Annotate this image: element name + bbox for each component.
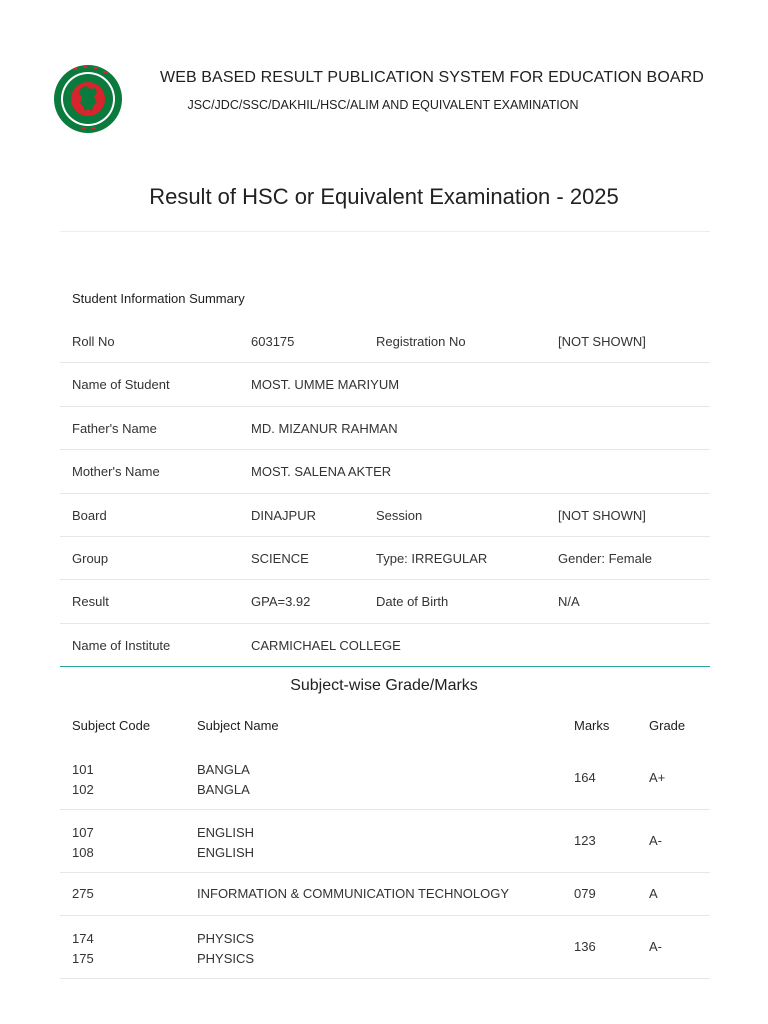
summary-row [60,450,710,493]
column-header: Subject Code [72,718,151,733]
summary-row [60,407,710,450]
header-subtitle: JSC/JDC/SSC/DAKHIL/HSC/ALIM AND EQUIVALENT EXAMINATION [187,98,579,112]
subject-name: BANGLA [197,782,250,797]
summary-row [60,320,710,363]
column-header: Grade [649,718,686,733]
title-divider [60,231,710,232]
subject-grade: A- [649,833,662,848]
summary-row [60,537,710,580]
subject-marks: 079 [574,886,596,901]
page-title: Result of HSC or Equivalent Examination - 2025 [149,184,619,209]
summary-value: GPA=3.92 [251,594,311,610]
summary-row [60,494,710,537]
subject-marks: 164 [574,770,596,785]
subject-name: PHYSICS [197,931,255,946]
summary-label: Father's Name [72,420,157,436]
summary-value: N/A [558,594,580,610]
subject-code: 102 [72,782,94,797]
summary-label: Board [72,507,107,523]
subject-grade: A+ [649,770,666,785]
subject-code: 107 [72,825,94,840]
subject-code: 101 [72,762,94,777]
summary-value: 603175 [251,334,295,349]
subject-grades-table [60,705,710,979]
subject-grade: A [649,886,658,901]
student-summary-table [60,278,710,667]
subject-name: ENGLISH [197,825,255,840]
summary-value: MOST. SALENA AKTER [251,464,392,480]
summary-value: [NOT SHOWN] [558,507,646,523]
subject-name: ENGLISH [197,845,255,860]
summary-label: Roll No [72,334,115,349]
summary-label: Name of Institute [72,637,171,653]
subject-code: 108 [72,845,94,860]
page-header [0,0,768,140]
table-row [60,916,710,979]
summary-value: CARMICHAEL COLLEGE [251,637,401,653]
table-row [60,747,710,810]
government-seal-icon [53,64,123,134]
subject-table-header [60,705,710,747]
table-row [60,873,710,916]
summary-value: Type: IRREGULAR [376,550,488,566]
subject-grade: A- [649,939,662,954]
summary-value: Gender: Female [558,550,652,566]
subject-code: 175 [72,951,94,966]
summary-label: Registration No [376,334,466,349]
summary-value: MD. MIZANUR RAHMAN [251,420,398,436]
summary-label: Session [376,507,423,523]
summary-row [60,580,710,623]
summary-value: MOST. UMME MARIYUM [251,377,400,393]
summary-row [60,624,710,667]
table-row [60,810,710,873]
summary-value: DINAJPUR [251,507,317,523]
summary-label: Date of Birth [376,594,449,610]
summary-heading: Student Information Summary [72,291,245,306]
subject-marks: 123 [574,833,596,848]
summary-value: SCIENCE [251,550,309,566]
subject-marks: 136 [574,939,596,954]
summary-label: Result [72,594,109,610]
subject-code: 174 [72,931,94,946]
subject-name: BANGLA [197,762,250,777]
summary-row [60,363,710,406]
summary-label: Mother's Name [72,464,160,480]
subject-name: INFORMATION & COMMUNICATION TECHNOLOGY [197,886,510,901]
subject-section-title: Subject-wise Grade/Marks [290,677,478,694]
subject-name: PHYSICS [197,951,255,966]
column-header: Marks [574,718,610,733]
header-title: WEB BASED RESULT PUBLICATION SYSTEM FOR EDUCATION BOARD [160,69,704,86]
summary-value: [NOT SHOWN] [558,334,646,349]
summary-label: Name of Student [72,377,170,393]
subject-code: 275 [72,886,94,901]
summary-label: Group [72,550,109,566]
column-header: Subject Name [197,718,279,733]
